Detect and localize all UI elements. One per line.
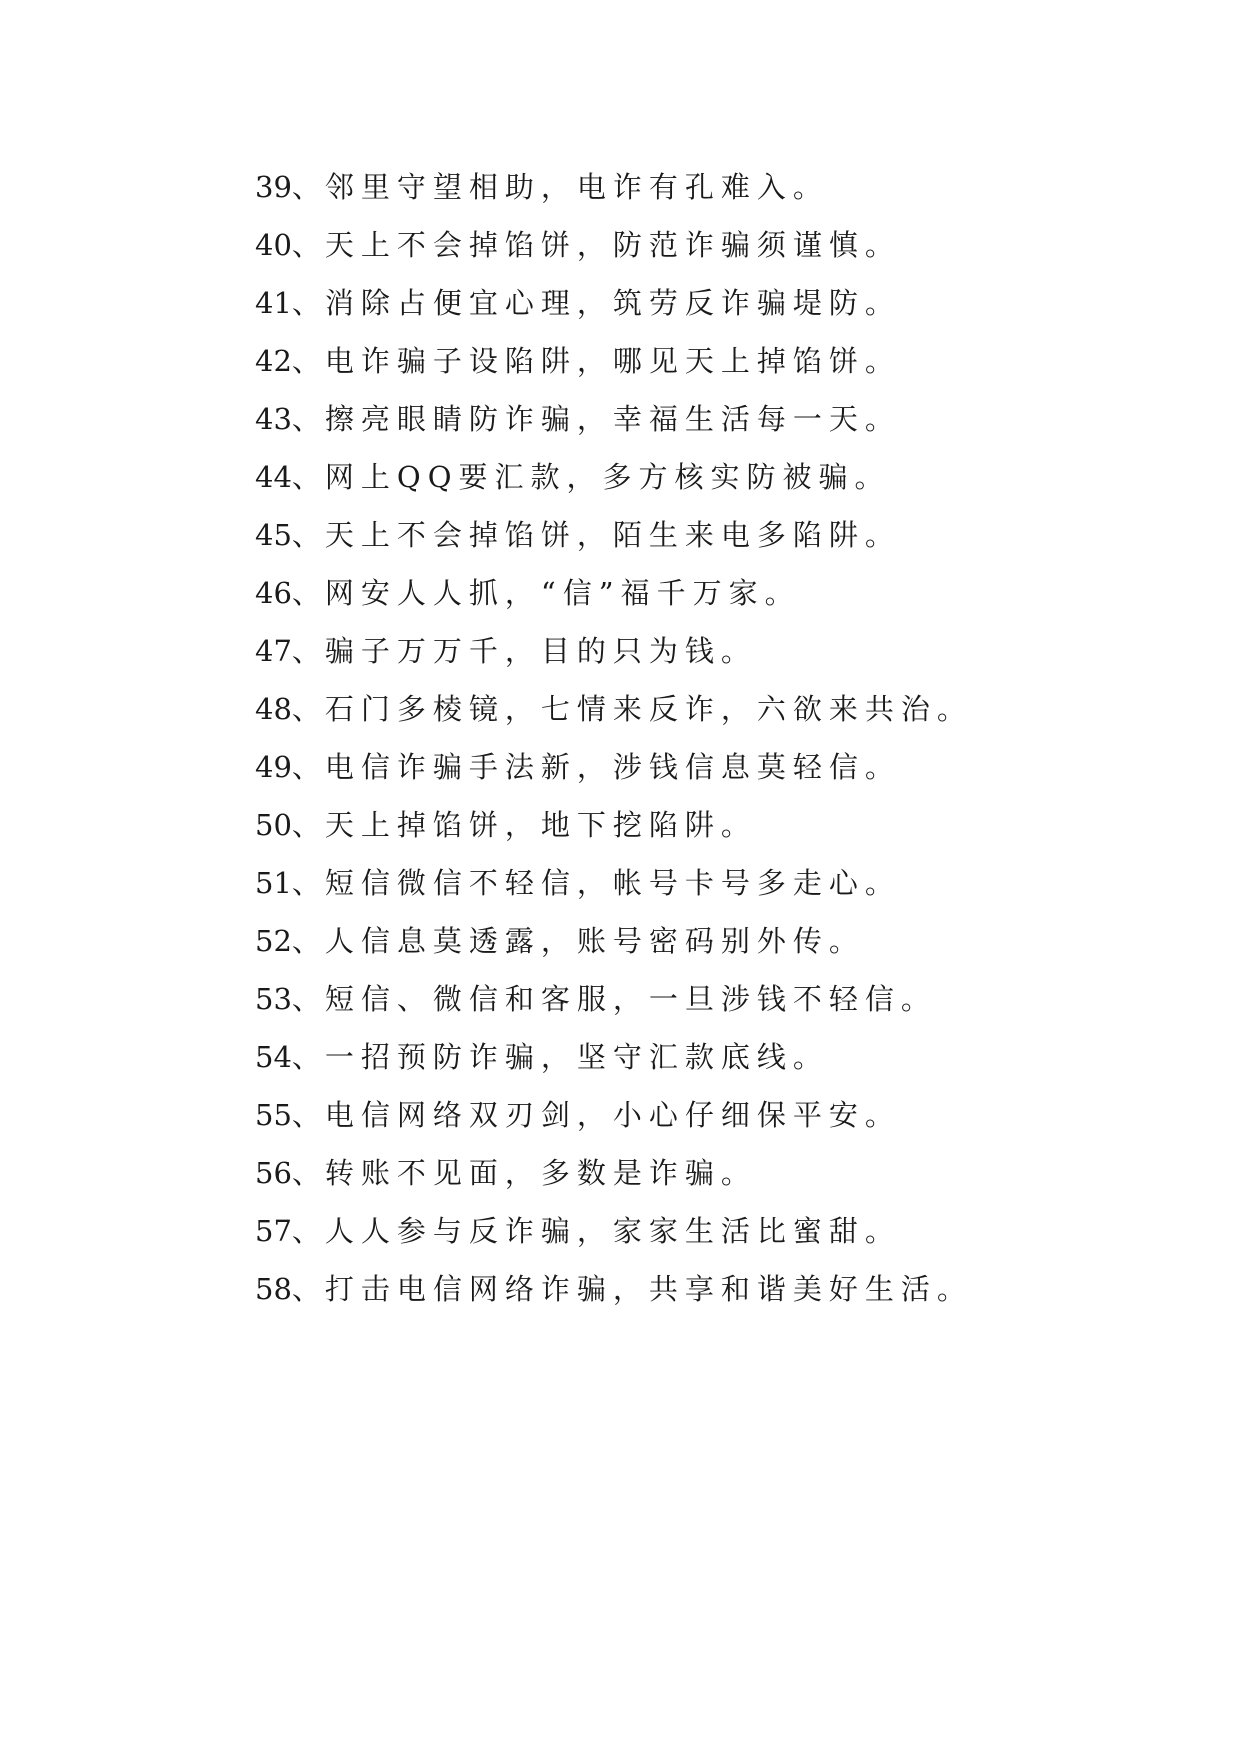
item-separator: 、 (291, 402, 325, 436)
list-item (255, 912, 973, 970)
item-number: 42 (255, 344, 292, 378)
list-item (255, 854, 973, 912)
item-number: 58 (255, 1272, 292, 1306)
item-text: 网上QQ要汇款，多方核实防被骗。 (324, 460, 891, 494)
item-text: 人人参与反诈骗，家家生活比蜜甜。 (324, 1214, 901, 1248)
slogan-list (255, 158, 973, 1318)
list-item (255, 332, 973, 390)
list-item (255, 1086, 973, 1144)
list-item (255, 970, 973, 1028)
item-number: 51 (255, 866, 292, 900)
list-item (255, 738, 973, 796)
list-item (255, 1202, 973, 1260)
list-item (255, 158, 973, 216)
item-number: 55 (255, 1098, 292, 1132)
item-separator: 、 (291, 518, 325, 552)
list-item (255, 1260, 973, 1318)
item-number: 47 (255, 634, 292, 668)
item-separator: 、 (291, 1040, 325, 1074)
list-item (255, 448, 973, 506)
item-separator: 、 (291, 1156, 325, 1190)
list-item (255, 622, 973, 680)
item-text: 邻里守望相助，电诈有孔难入。 (324, 170, 829, 204)
item-text: 打击电信网络诈骗，共享和谐美好生活。 (324, 1272, 973, 1306)
item-text: 网安人人抓，“信”福千万家。 (324, 576, 801, 610)
item-number: 40 (255, 228, 292, 262)
item-number: 46 (255, 576, 292, 610)
item-text: 骗子万万千，目的只为钱。 (324, 634, 757, 668)
item-text: 短信微信不轻信，帐号卡号多走心。 (324, 866, 901, 900)
item-text: 天上掉馅饼，地下挖陷阱。 (324, 808, 757, 842)
item-number: 53 (255, 982, 292, 1016)
item-text: 人信息莫透露，账号密码别外传。 (324, 924, 865, 958)
item-text: 转账不见面，多数是诈骗。 (324, 1156, 757, 1190)
list-item (255, 216, 973, 274)
item-text: 天上不会掉馅饼，陌生来电多陷阱。 (324, 518, 901, 552)
item-number: 56 (255, 1156, 292, 1190)
item-separator: 、 (291, 982, 325, 1016)
list-item (255, 506, 973, 564)
item-text: 消除占便宜心理，筑劳反诈骗堤防。 (324, 286, 901, 320)
item-separator: 、 (291, 924, 325, 958)
item-text: 一招预防诈骗，坚守汇款底线。 (324, 1040, 829, 1074)
item-separator: 、 (291, 750, 325, 784)
item-separator: 、 (291, 228, 325, 262)
item-separator: 、 (291, 170, 325, 204)
item-number: 50 (255, 808, 292, 842)
item-number: 39 (255, 170, 292, 204)
item-separator: 、 (291, 634, 325, 668)
item-number: 44 (255, 460, 292, 494)
item-separator: 、 (291, 808, 325, 842)
item-separator: 、 (291, 1098, 325, 1132)
item-text: 电信诈骗手法新，涉钱信息莫轻信。 (324, 750, 901, 784)
item-separator: 、 (291, 344, 325, 378)
item-number: 45 (255, 518, 292, 552)
item-separator: 、 (291, 1272, 325, 1306)
item-separator: 、 (291, 286, 325, 320)
item-number: 43 (255, 402, 292, 436)
item-text: 擦亮眼睛防诈骗，幸福生活每一天。 (324, 402, 901, 436)
item-number: 57 (255, 1214, 292, 1248)
item-separator: 、 (291, 1214, 325, 1248)
item-text: 短信、微信和客服，一旦涉钱不轻信。 (324, 982, 937, 1016)
list-item (255, 1144, 973, 1202)
item-text: 电诈骗子设陷阱，哪见天上掉馅饼。 (324, 344, 901, 378)
item-number: 49 (255, 750, 292, 784)
list-item (255, 274, 973, 332)
item-text: 石门多棱镜，七情来反诈，六欲来共治。 (324, 692, 973, 726)
item-separator: 、 (291, 866, 325, 900)
list-item (255, 1028, 973, 1086)
item-number: 48 (255, 692, 292, 726)
item-separator: 、 (291, 692, 325, 726)
item-number: 54 (255, 1040, 292, 1074)
item-number: 41 (255, 286, 292, 320)
item-text: 电信网络双刃剑，小心仔细保平安。 (324, 1098, 901, 1132)
item-separator: 、 (291, 460, 325, 494)
item-separator: 、 (291, 576, 325, 610)
item-number: 52 (255, 924, 292, 958)
list-item (255, 564, 973, 622)
item-text: 天上不会掉馅饼，防范诈骗须谨慎。 (324, 228, 901, 262)
list-item (255, 390, 973, 448)
list-item (255, 796, 973, 854)
list-item (255, 680, 973, 738)
